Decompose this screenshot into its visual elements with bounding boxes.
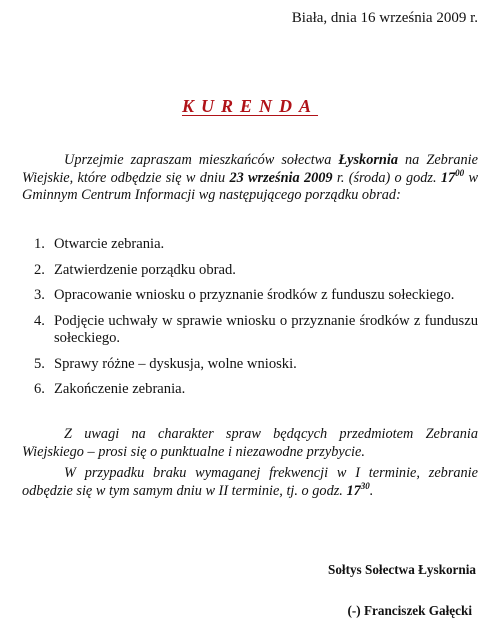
meeting-date: 23 września 2009: [229, 169, 333, 186]
agenda-item: [34, 287, 478, 305]
agenda-number: 4.: [34, 312, 45, 329]
agenda-item: [34, 381, 478, 399]
agenda-item: [34, 356, 478, 374]
meeting-hour: 17: [440, 169, 456, 186]
signature-name: (-) Franciszek Gałęcki: [347, 603, 472, 618]
agenda-item: [34, 262, 478, 280]
second-term-note: [22, 465, 478, 500]
agenda-list: [34, 236, 478, 407]
agenda-number: 5.: [34, 355, 45, 372]
second-term-hour: 17: [346, 482, 361, 499]
agenda-text: Zatwierdzenie porządku obrad.: [54, 261, 236, 278]
village-name: Łyskornia: [338, 152, 398, 168]
dateline: Biała, dnia 16 września 2009 r.: [291, 10, 478, 26]
intro-paragraph: [22, 152, 478, 205]
agenda-number: 1.: [34, 236, 45, 252]
meeting-minutes: 00: [455, 167, 465, 178]
intro-text-3: r. (środa) o godz.: [332, 169, 441, 186]
agenda-number: 2.: [34, 261, 45, 278]
agenda-text: Podjęcie uchwały w sprawie wniosku o przyznanie środków z funduszu sołeckiego.: [54, 312, 478, 346]
agenda-text: Zakończenie zebrania.: [54, 381, 186, 397]
document-title: KURENDA: [181, 96, 319, 116]
agenda-item: [34, 313, 478, 348]
agenda-number: 6.: [34, 381, 45, 397]
punctuality-note: Z uwagi na charakter spraw będących przedmiotem Zebrania Wiejskiego – prosi się o punktualne i niezawodne przybycie.: [22, 426, 478, 460]
second-term-text: W przypadku braku wymaganej frekwencji w I terminie, zebranie odbędzie się w tym samym dniu w II terminie, tj. o godz.: [22, 465, 478, 499]
signature-role: Sołtys Sołectwa Łyskornia: [327, 562, 476, 577]
agenda-text: Otwarcie zebrania.: [54, 236, 165, 252]
agenda-text: Sprawy różne – dyskusja, wolne wnioski.: [54, 355, 297, 372]
second-term-minutes: 30: [360, 480, 370, 491]
agenda-item: [34, 236, 478, 254]
agenda-number: 3.: [34, 287, 45, 303]
intro-text-4: w Gminnym Centrum Informacji wg następującego porządku obrad:: [22, 169, 478, 203]
intro-text-1: Uprzejmie zapraszam mieszkańców sołectwa: [64, 152, 339, 168]
second-term-end: .: [369, 482, 374, 499]
intro-text-2: na Zebranie Wiejskie, które odbędzie się w dniu: [22, 152, 478, 186]
agenda-text: Opracowanie wniosku o przyznanie środków z funduszu sołeckiego.: [54, 287, 455, 303]
